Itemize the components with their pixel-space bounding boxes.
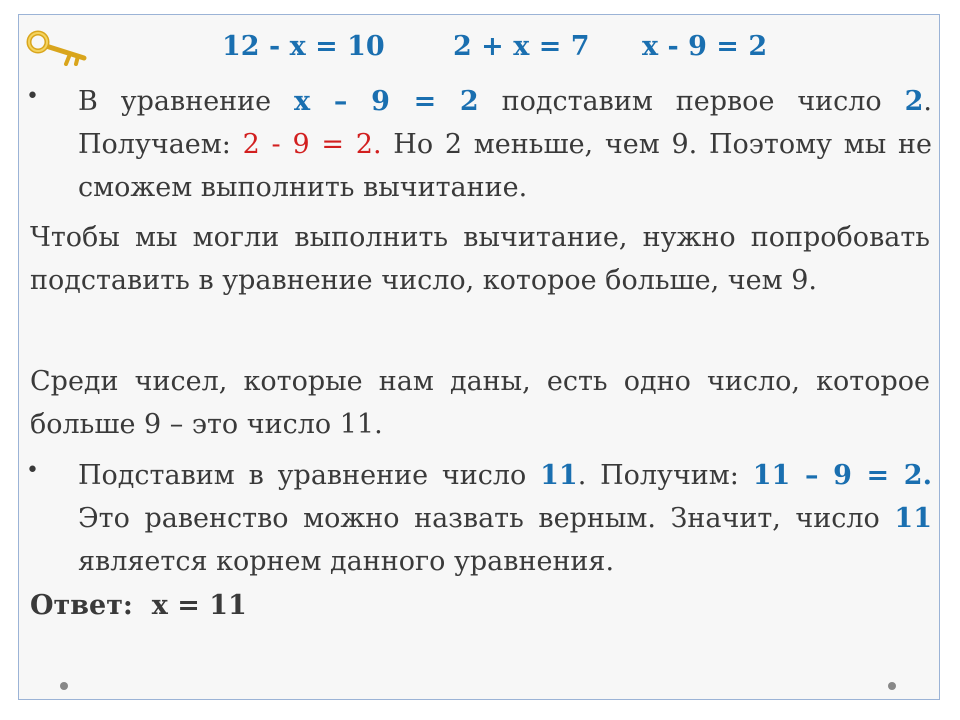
equation-1: 12 - x = 10 (222, 31, 385, 62)
corner-dot-left (60, 682, 68, 690)
bullet-1-equation: x – 9 = 2 (294, 86, 479, 117)
bullet-2-number: 11 (540, 460, 578, 491)
bullet-1-part: . Получаем: (78, 86, 932, 160)
paragraph-1: Чтобы мы могли выполнить вычитание, нужно попробовать подставить в уравнение число, которое больше, чем 9. (30, 222, 930, 296)
bullet-1-part: В уравнение (78, 86, 295, 117)
bullet-2-part: . Получим: (577, 460, 753, 491)
equation-2: 2 + x = 7 (453, 31, 590, 62)
answer-value: x = 11 (151, 590, 247, 621)
key-icon (26, 28, 88, 66)
answer (30, 590, 247, 621)
bullet-2-part: является корнем данного уравнения. (78, 546, 615, 577)
bullet-2-text (78, 454, 932, 583)
equation-3: x - 9 = 2 (642, 31, 768, 62)
bullet-1-part: Но 2 меньше, чем 9. Поэтому мы не сможем выполнить вычитание. (78, 129, 932, 203)
bullet-1-red-equation: 2 - 9 = 2. (242, 129, 382, 160)
answer-label: Ответ: (30, 590, 133, 621)
bullet-2-equation: 11 – 9 = 2. (752, 460, 932, 491)
bullet-marker-2: • (26, 458, 39, 483)
bullet-2-part: Подставим в уравнение число (78, 460, 541, 491)
bullet-1-number: 2 (904, 86, 924, 117)
bullet-2-number-2: 11 (894, 503, 932, 534)
bullet-marker-1: • (26, 84, 39, 109)
paragraph-2: Среди чисел, которые нам даны, есть одно число, которое больше 9 – это число 11. (30, 366, 930, 440)
bullet-1-text (78, 80, 932, 209)
bullet-1-part: подставим первое число (478, 86, 905, 117)
corner-dot-right (888, 682, 896, 690)
bullet-2-part: Это равенство можно назвать верным. Значит, число (78, 503, 895, 534)
